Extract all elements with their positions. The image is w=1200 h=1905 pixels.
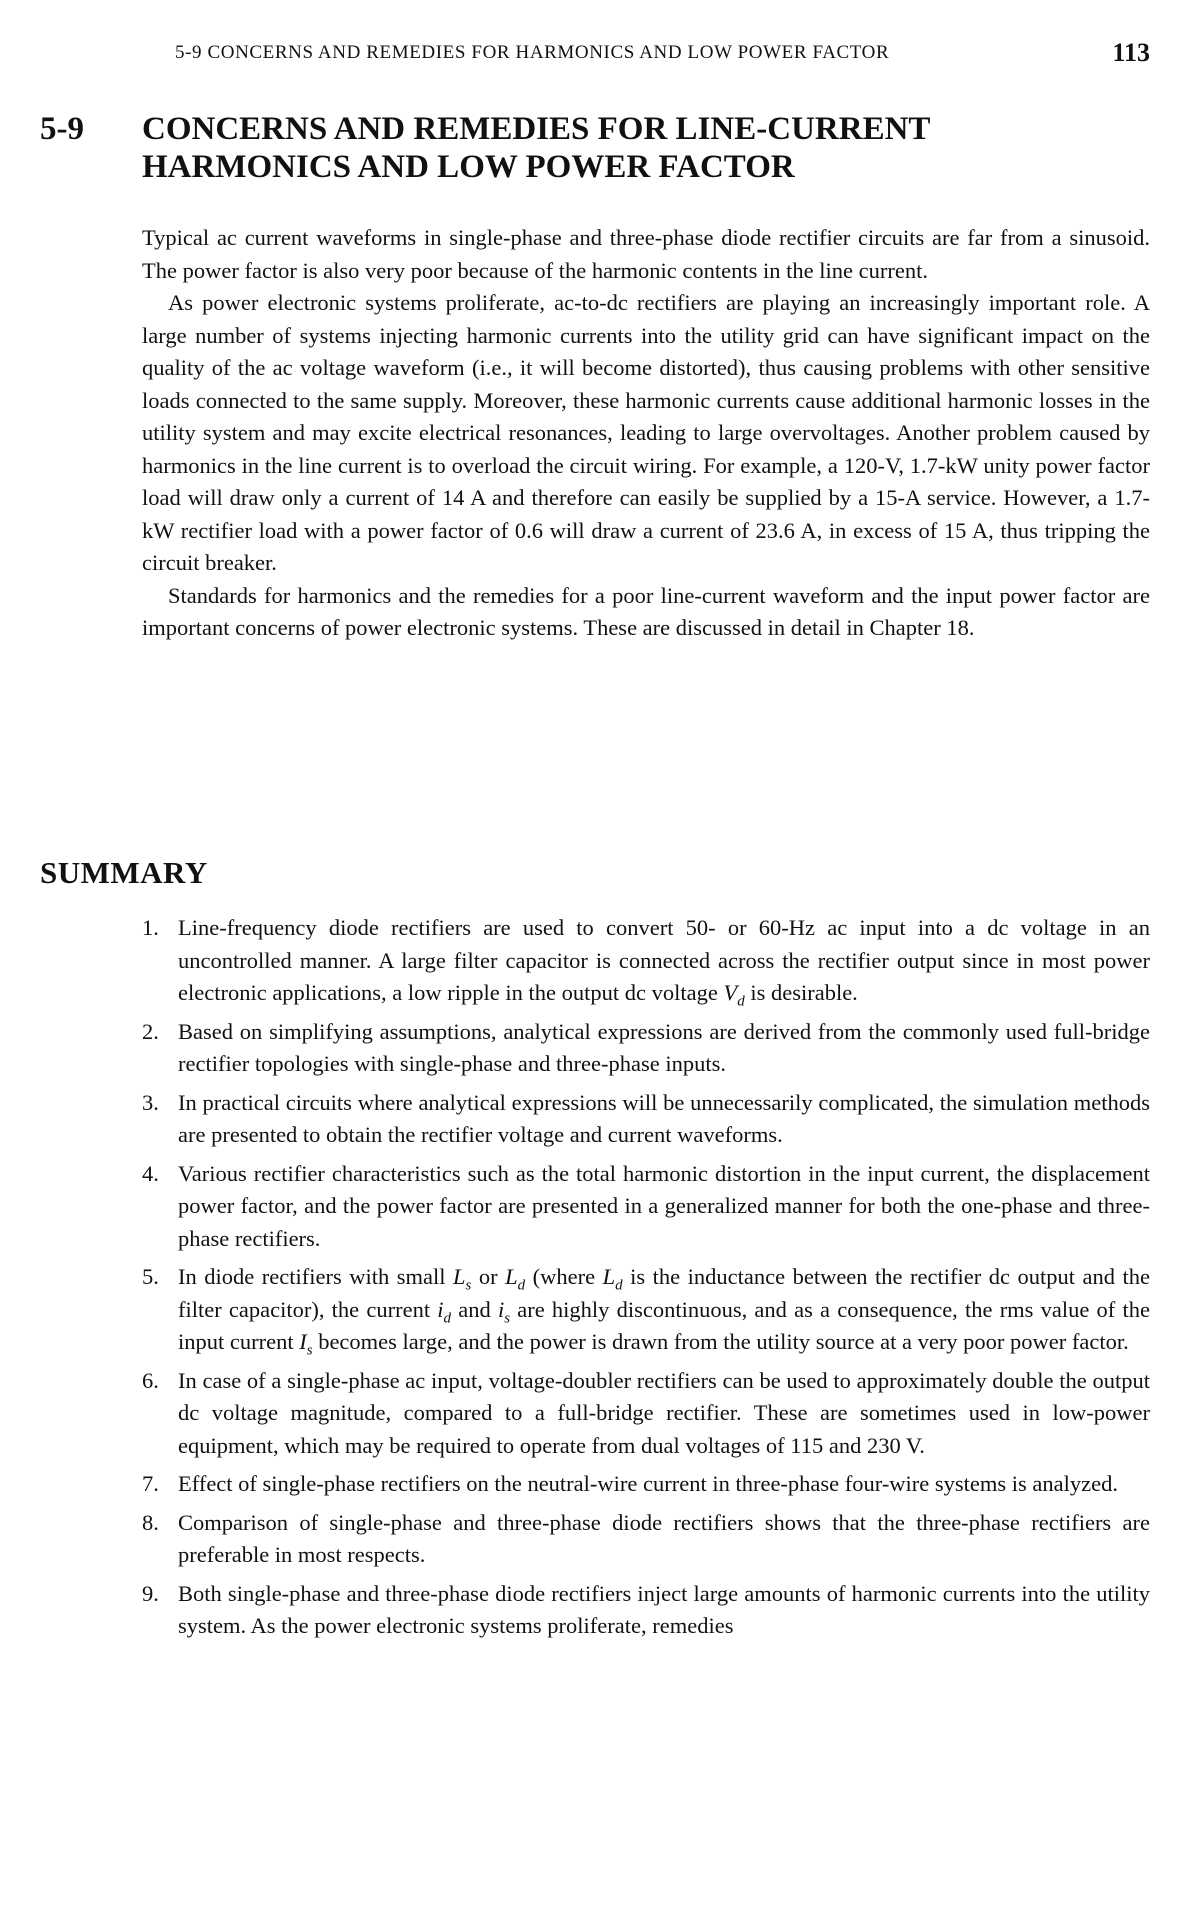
running-head <box>175 38 1150 68</box>
summary-item-text-segment: In practical circuits where analytical expressions will be unnecessarily complicated, the simulation methods are presented to obtain the rectifier voltage and current waveforms. <box>178 1089 1150 1147</box>
math-symbol-subscript: d <box>615 1277 623 1294</box>
summary-item-number: 7. <box>142 1471 159 1496</box>
summary-item-number: 6. <box>142 1367 159 1393</box>
summary-item <box>142 1468 1150 1501</box>
summary-item-text-segment: are highly discontinuous, and as a consequence, the rms value of the input current <box>178 1296 1150 1354</box>
math-symbol-subscript: s <box>465 1277 472 1294</box>
math-symbol-subscript: s <box>306 1342 313 1359</box>
summary-item-number: 1. <box>142 915 159 940</box>
math-symbol-subscript: d <box>737 993 745 1010</box>
summary-item <box>142 912 1150 1010</box>
summary-item-number: 5. <box>142 1264 159 1289</box>
math-symbol-subscript: s <box>504 1310 511 1326</box>
math-symbol-subscript: d <box>443 1310 452 1326</box>
summary-item-text-segment: or <box>471 1264 506 1289</box>
summary-item <box>142 1507 1150 1572</box>
summary-item-text-segment: In case of a single-phase ac input, voltage-doubler rectifiers can be used to approximately double the output dc voltage magnitude, compared to a full-bridge rectifier. These are sometimes used in low-power equipment, which may be required to operate from dual voltages of 115 and 230 V. <box>178 1367 1150 1458</box>
math-symbol <box>505 1264 526 1294</box>
math-symbol-base: V <box>723 980 738 1005</box>
summary-item-text-segment: Various rectifier characteristics such as the total harmonic distortion in the input current, the displacement power factor, and the power factor are presented in a generalized manner for both the one-phase and three-phase rectifiers. <box>178 1160 1150 1251</box>
summary-item <box>142 1016 1150 1081</box>
summary-item-text <box>178 1087 1150 1152</box>
summary-item-text-segment: is desirable. <box>744 980 858 1005</box>
math-symbol <box>299 1329 313 1359</box>
paragraph: As power electronic systems proliferate, ac-to-dc rectifiers are playing an increasingly important role. A large number of systems injecting harmonic currents into the utility grid can have significant impact on the quality of the ac voltage waveform (i.e., it will become distorted), thus causing problems with other sensitive loads connected to the same supply. Moreover, these harmonic currents cause additional harmonic losses in the utility system and may excite electrical resonances, leading to large overvoltages. Another problem caused by harmonics in the line current is to overload the circuit wiring. For example, a 120-V, 1.7-kW unity power factor load will draw only a current of 14 A and therefore can easily be supplied by a 15-A service. However, a 1.7-kW rectifier load with a power factor of 0.6 will draw a current of 23.6 A, in excess of 15 A, thus tripping the circuit breaker. <box>142 290 1150 575</box>
summary-item-text <box>178 1158 1150 1256</box>
summary-item-text <box>178 1578 1150 1643</box>
math-symbol <box>602 1264 623 1294</box>
summary-item-number: 2. <box>142 1018 159 1044</box>
section-number: 5-9 <box>40 111 84 147</box>
summary-item-text-segment: Effect of single-phase rectifiers on the neutral-wire current in three-phase four-wire systems is analyzed. <box>178 1471 1119 1496</box>
paragraph: Standards for harmonics and the remedies for a poor line-current waveform and the input power factor are important concerns of power electronic systems. These are discussed in detail in Chapter 18. <box>142 582 1150 640</box>
summary-item-text <box>178 1016 1150 1081</box>
summary-item-text-segment: and <box>451 1296 498 1322</box>
math-symbol-base: i <box>497 1296 505 1322</box>
math-symbol-base: L <box>452 1264 466 1289</box>
summary-item-text <box>178 1261 1150 1359</box>
summary-item-text-segment: becomes large, and the power is drawn from the utility source at a very poor power factor. <box>312 1329 1129 1354</box>
running-head-title: 5-9 CONCERNS AND REMEDIES FOR HARMONICS AND LOW POWER FACTOR <box>175 42 890 63</box>
summary-item-text <box>178 1468 1150 1501</box>
summary-item-text-segment: In diode rectifiers with small <box>178 1264 453 1289</box>
summary-heading: SUMMARY <box>40 855 208 890</box>
summary-item <box>142 1158 1150 1256</box>
math-symbol <box>723 980 745 1010</box>
math-symbol-base: L <box>505 1264 518 1289</box>
math-symbol <box>497 1296 511 1326</box>
paragraph: Typical ac current waveforms in single-phase and three-phase diode rectifier circuits are far from a sinusoid. The power factor is also very poor because of the harmonic contents in the line current. <box>142 225 1150 283</box>
summary-item-text-segment: is the inductance between the rectifier dc output and the filter capacitor), the current <box>178 1264 1150 1322</box>
summary-item-number: 4. <box>142 1160 159 1186</box>
math-symbol-base: L <box>602 1264 616 1289</box>
summary-item <box>142 1261 1150 1359</box>
summary-item-number: 9. <box>142 1580 159 1606</box>
math-symbol <box>452 1264 472 1294</box>
summary-list <box>142 912 1150 1649</box>
summary-item-text <box>178 1507 1150 1572</box>
summary-item-text-segment: Based on simplifying assumptions, analytical expressions are derived from the commonly used full-bridge rectifier topologies with single-phase and three-phase inputs. <box>178 1018 1150 1076</box>
summary-item-text <box>178 912 1150 1010</box>
section-title: CONCERNS AND REMEDIES FOR LINE-CURRENT HARMONICS AND LOW POWER FACTOR <box>142 111 930 185</box>
math-symbol <box>437 1296 452 1326</box>
math-symbol-base: i <box>437 1296 444 1322</box>
summary-item-text-segment: (where <box>525 1264 603 1289</box>
summary-item-text-segment: Both single-phase and three-phase diode rectifiers inject large amounts of harmonic currents into the utility system. As the power electronic systems proliferate, remedies <box>178 1580 1150 1638</box>
math-symbol-subscript: d <box>517 1277 526 1294</box>
math-symbol-base: I <box>299 1329 307 1354</box>
section-body <box>142 222 1150 645</box>
summary-item <box>142 1365 1150 1463</box>
summary-item-text-segment: Line-frequency diode rectifiers are used to convert 50- or 60-Hz ac input into a dc voltage in an uncontrolled manner. A large filter capacitor is connected across the rectifier output since in most power electronic applications, a low ripple in the output dc voltage <box>178 915 1150 1005</box>
summary-item-text-segment: Comparison of single-phase and three-phase diode rectifiers shows that the three-phase rectifiers are preferable in most respects. <box>178 1509 1150 1567</box>
summary-item-number: 8. <box>142 1509 159 1535</box>
summary-item-text <box>178 1365 1150 1463</box>
summary-item <box>142 1578 1150 1643</box>
summary-item <box>142 1087 1150 1152</box>
summary-item-number: 3. <box>142 1089 159 1115</box>
page-number: 113 <box>1112 38 1150 67</box>
